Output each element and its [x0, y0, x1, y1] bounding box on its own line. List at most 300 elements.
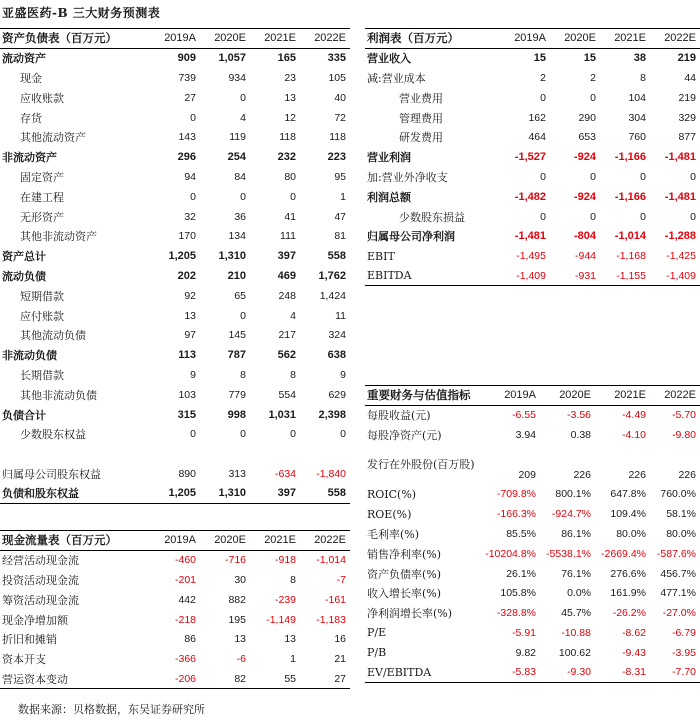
cell-value: -944: [574, 250, 596, 263]
table-row: [365, 187, 700, 207]
cell-value: 653: [578, 131, 596, 144]
cell-value: -10.88: [561, 626, 591, 639]
cell-value: 82: [234, 672, 246, 685]
cell-value: 9: [190, 368, 196, 381]
row-label: 利润总额: [367, 190, 411, 204]
cell-value: 23: [284, 71, 296, 84]
cell-value: -9.80: [672, 428, 696, 441]
table-row: [0, 266, 350, 286]
cell-value: 464: [528, 131, 546, 144]
column-header: 2022E: [664, 389, 696, 402]
column-header: 2021E: [264, 32, 296, 45]
row-label: 其他流动负债: [20, 329, 86, 343]
cell-value: 9: [340, 368, 346, 381]
row-label: 少数股东权益: [20, 428, 86, 442]
cell-value: 290: [578, 111, 596, 124]
cell-value: 30: [234, 573, 246, 586]
cell-value: 0: [290, 190, 296, 203]
cell-value: 65: [234, 289, 246, 302]
table-row: [0, 48, 350, 68]
cell-value: 397: [277, 250, 296, 263]
table-row: [365, 504, 700, 524]
cell-value: -7.70: [672, 666, 696, 679]
row-label: 折旧和摊销: [2, 633, 57, 647]
cell-value: 16: [334, 633, 346, 646]
cell-value: 143: [178, 131, 196, 144]
cell-value: 72: [334, 111, 346, 124]
cell-value: 113: [178, 349, 196, 362]
cell-value: 9.82: [515, 646, 536, 659]
row-label: 每股收益(元): [367, 409, 431, 423]
cell-value: -460: [174, 554, 196, 567]
cell-value: 134: [228, 230, 246, 243]
cell-value: 329: [678, 111, 696, 124]
table-row: [365, 445, 700, 485]
cell-value: 27: [184, 91, 196, 104]
row-label: [0, 444, 150, 464]
cell-value: -924: [573, 151, 596, 164]
cell-value: -8.62: [622, 626, 646, 639]
table-row: [0, 629, 350, 649]
cell-value: [150, 444, 200, 464]
row-label: 筹资活动现金流: [2, 593, 79, 607]
row-label: 存货: [20, 111, 42, 125]
row-label: 应收账款: [20, 91, 64, 105]
cell-value: 0: [240, 91, 246, 104]
row-label: 长期借款: [20, 368, 64, 382]
cell-value: 315: [177, 408, 196, 421]
cell-value: 109.4%: [610, 508, 646, 521]
cell-value: 41: [284, 210, 296, 223]
cell-value: 118: [279, 131, 296, 144]
cell-value: 934: [228, 71, 246, 84]
cell-value: 0: [190, 428, 196, 441]
cell-value: 397: [277, 487, 296, 500]
table-row: [365, 147, 700, 167]
cell-value: -5.70: [672, 409, 696, 422]
row-label: 负债和股东权益: [2, 487, 79, 501]
cell-value: -1,481: [514, 230, 546, 243]
cell-value: -1,288: [664, 230, 696, 243]
cell-value: -1,155: [616, 269, 646, 282]
row-label: 无形资产: [20, 210, 64, 224]
cell-value: -1,409: [666, 269, 696, 282]
cell-value: 0: [690, 210, 696, 223]
cell-value: 4: [240, 111, 246, 124]
column-header: 2020E: [559, 389, 591, 402]
table-row: [0, 246, 350, 266]
cell-value: 882: [228, 593, 246, 606]
column-header: 2019A: [514, 32, 546, 45]
cell-value: -1,425: [666, 250, 696, 263]
table-row: [365, 603, 700, 623]
cell-value: 3.94: [515, 428, 536, 441]
source-note: 数据来源：贝格数据，东吴证券研究所: [18, 703, 205, 716]
cell-value: 15: [583, 52, 596, 65]
column-header: 2019A: [504, 389, 536, 402]
cell-value: 296: [177, 151, 196, 164]
cell-value: 1,205: [168, 250, 196, 263]
row-label: 其他非流动资产: [20, 230, 97, 244]
cell-value: -7: [336, 573, 346, 586]
cell-value: 313: [228, 467, 246, 480]
cell-value: -716: [224, 554, 246, 567]
cell-value: -1,149: [266, 613, 296, 626]
cell-value: 32: [184, 210, 196, 223]
cell-value: 202: [177, 269, 196, 282]
cell-value: -587.6%: [656, 547, 696, 560]
row-label: 在建工程: [20, 190, 64, 204]
cell-value: 335: [327, 52, 346, 65]
cell-value: -26.2%: [612, 607, 646, 620]
table-row: [0, 167, 350, 187]
cell-value: 161.9%: [610, 587, 646, 600]
column-header: 2021E: [264, 534, 296, 547]
row-label: EBITDA: [367, 269, 412, 283]
column-header: 2022E: [314, 32, 346, 45]
cell-value: 95: [334, 170, 346, 183]
table-row: [365, 266, 700, 286]
table-row: [365, 127, 700, 147]
cell-value: 0.38: [570, 428, 591, 441]
cell-value: 0: [640, 210, 646, 223]
row-label: 管理费用: [399, 111, 443, 125]
row-label: 资产总计: [2, 250, 46, 264]
row-label: 非流动负债: [2, 349, 57, 363]
cell-value: 58.1%: [666, 508, 696, 521]
cell-value: 55: [284, 672, 296, 685]
row-label: 归属母公司股东权益: [2, 467, 101, 481]
cell-value: 0: [240, 428, 246, 441]
cell-value: 1: [290, 653, 296, 666]
cell-value: 1,031: [268, 408, 296, 421]
cash-flow-table: [0, 530, 350, 689]
table-header-row: [0, 531, 350, 551]
cell-value: 210: [227, 269, 246, 282]
cell-value: 2,398: [318, 408, 346, 421]
table-row: [0, 610, 350, 630]
cell-value: 8: [640, 71, 646, 84]
cell-value: -6: [236, 653, 246, 666]
row-label: 减:营业成本: [367, 71, 426, 85]
cell-value: 8: [290, 573, 296, 586]
table-row: [0, 444, 350, 464]
cell-value: -161: [324, 593, 346, 606]
row-label: 营业收入: [367, 52, 411, 66]
cell-value: 0: [540, 210, 546, 223]
cell-value: -1,481: [664, 151, 696, 164]
cell-value: -3.95: [672, 646, 696, 659]
row-label: 其他非流动负债: [20, 388, 97, 402]
table-row: [0, 405, 350, 425]
table-row: [0, 88, 350, 108]
cell-value: 38: [633, 52, 646, 65]
cell-value: 145: [228, 329, 246, 342]
cell-value: 0: [640, 170, 646, 183]
cell-value: 36: [234, 210, 246, 223]
table-row: [365, 405, 700, 425]
row-label: 固定资产: [20, 170, 64, 184]
table-row: [365, 663, 700, 683]
row-label: 营业利润: [367, 151, 411, 165]
table-row: [0, 570, 350, 590]
cell-value: 80.0%: [616, 527, 646, 540]
cell-value: 219: [678, 91, 696, 104]
table-title: 资产负债表（百万元）: [2, 31, 117, 46]
cell-value: -5.83: [512, 666, 536, 679]
cell-value: 779: [228, 388, 246, 401]
cell-value: 554: [278, 388, 296, 401]
cell-value: -8.31: [622, 666, 646, 679]
column-header: 2021E: [614, 389, 646, 402]
table-row: [365, 48, 700, 68]
row-label: 毛利率(%): [367, 527, 420, 541]
cell-value: 0: [190, 190, 196, 203]
cell-value: -1,409: [516, 269, 546, 282]
cell-value: 80.0%: [666, 527, 696, 540]
cell-value: 232: [277, 151, 296, 164]
cell-value: 195: [228, 613, 246, 626]
cell-value: -6.79: [672, 626, 696, 639]
cell-value: 998: [227, 408, 246, 421]
cell-value: -804: [573, 230, 596, 243]
cell-value: 760: [628, 131, 646, 144]
row-label: 销售净利率(%): [367, 547, 442, 561]
cell-value: -1,014: [614, 230, 646, 243]
cell-value: 254: [227, 151, 246, 164]
key-ratios-table: [365, 385, 700, 683]
cell-value: -6.55: [512, 409, 536, 422]
cell-value: 1,205: [168, 487, 196, 500]
row-label: 研发费用: [399, 131, 443, 145]
cell-value: 13: [284, 91, 296, 104]
cell-value: -27.0%: [662, 607, 696, 620]
table-row: [365, 88, 700, 108]
row-label: 投资活动现金流: [2, 573, 79, 587]
row-label: 加:营业外净收支: [367, 170, 448, 184]
row-label: P/E: [367, 626, 387, 640]
cell-value: 44: [684, 71, 696, 84]
cell-value: 442: [178, 593, 196, 606]
cell-value: 1,762: [318, 269, 346, 282]
cell-value: [200, 444, 250, 464]
column-header: 2021E: [614, 32, 646, 45]
cell-value: -918: [274, 554, 296, 567]
table-row: [0, 484, 350, 504]
cell-value: 909: [177, 52, 196, 65]
table-row: [365, 68, 700, 88]
table-row: [0, 127, 350, 147]
cell-value: 0: [240, 190, 246, 203]
cell-value: -1,495: [516, 250, 546, 263]
cell-value: -2669.4%: [601, 547, 646, 560]
table-row: [365, 207, 700, 227]
cell-value: -218: [174, 613, 196, 626]
cell-value: [250, 444, 300, 464]
cell-value: 94: [184, 170, 196, 183]
cell-value: -1,166: [614, 190, 646, 203]
cell-value: -1,481: [664, 190, 696, 203]
table-row: [365, 643, 700, 663]
cell-value: 760.0%: [660, 488, 696, 501]
cell-value: 100.62: [558, 646, 591, 659]
cell-value: 162: [528, 111, 546, 124]
row-label: 归属母公司净利润: [367, 230, 455, 244]
cell-value: 456.7%: [660, 567, 696, 580]
cell-value: 0: [590, 170, 596, 183]
cell-value: 80: [284, 170, 296, 183]
cell-value: -1,527: [514, 151, 546, 164]
column-header: 2020E: [214, 534, 246, 547]
cell-value: 105: [328, 71, 346, 84]
cell-value: -709.8%: [496, 488, 536, 501]
row-label: P/B: [367, 646, 387, 660]
table-row: [0, 207, 350, 227]
table-row: [0, 365, 350, 385]
row-label: 每股净资产(元): [367, 428, 442, 442]
cell-value: -9.43: [622, 646, 646, 659]
row-label: ROIC(%): [367, 487, 417, 501]
cell-value: -166.3%: [496, 508, 536, 521]
table-row: [365, 167, 700, 187]
table-header-row: [365, 29, 700, 49]
cell-value: 13: [234, 633, 246, 646]
cell-value: 86.1%: [561, 527, 591, 540]
cell-value: 8: [290, 368, 296, 381]
column-header: 2022E: [314, 534, 346, 547]
cell-value: 304: [628, 111, 646, 124]
row-label: EBIT: [367, 249, 395, 263]
row-label: 资产负债率(%): [367, 567, 442, 581]
cell-value: -924: [573, 190, 596, 203]
cell-value: 8: [240, 368, 246, 381]
cell-value: 226: [628, 469, 646, 482]
cell-value: 877: [678, 131, 696, 144]
row-label: ROE(%): [367, 507, 412, 521]
cell-value: 11: [335, 309, 346, 322]
table-row: [0, 424, 350, 444]
cell-value: 477.1%: [660, 587, 696, 600]
cell-value: -5.91: [512, 626, 536, 639]
table-row: [365, 524, 700, 544]
cell-value: 105.8%: [500, 587, 536, 600]
column-header: 2020E: [214, 32, 246, 45]
cell-value: -201: [174, 573, 196, 586]
row-label: 现金净增加额: [2, 613, 68, 627]
cell-value: 97: [184, 329, 196, 342]
cell-value: 45.7%: [561, 607, 591, 620]
cell-value: 2: [540, 71, 546, 84]
row-label: 负债合计: [2, 408, 46, 422]
cell-value: 85.5%: [506, 527, 536, 540]
row-label: 营运资本变动: [2, 672, 68, 686]
row-label: 经营活动现金流: [2, 554, 79, 568]
cell-value: 209: [518, 469, 536, 482]
row-label: 流动负债: [2, 269, 46, 283]
cell-value: 1,310: [218, 487, 246, 500]
cell-value: 0: [540, 170, 546, 183]
table-row: [0, 187, 350, 207]
row-label: 其他流动资产: [20, 131, 86, 145]
cell-value: -366: [174, 653, 196, 666]
cell-value: 21: [334, 653, 346, 666]
table-header-row: [365, 386, 700, 406]
cell-value: 76.1%: [561, 567, 591, 580]
table-row: [365, 246, 700, 266]
table-row: [0, 464, 350, 484]
row-label: 营业费用: [399, 91, 443, 105]
cell-value: 27: [334, 672, 346, 685]
row-label: 资本开支: [2, 653, 46, 667]
cell-value: 248: [278, 289, 296, 302]
cell-value: -328.8%: [496, 607, 536, 620]
cell-value: 1,057: [218, 52, 246, 65]
cell-value: 0: [540, 91, 546, 104]
cell-value: 558: [327, 250, 346, 263]
table-row: [0, 385, 350, 405]
table-row: [0, 649, 350, 669]
cell-value: 629: [328, 388, 346, 401]
cell-value: -1,168: [616, 250, 646, 263]
row-label: 净利润增长率(%): [367, 607, 453, 621]
cell-value: 0: [590, 91, 596, 104]
cell-value: -4.49: [622, 409, 646, 422]
cell-value: 219: [677, 52, 696, 65]
cell-value: 469: [277, 269, 296, 282]
table-row: [0, 669, 350, 689]
table-title: 重要财务与估值指标: [367, 388, 471, 403]
cell-value: 170: [178, 230, 196, 243]
cell-value: 26.1%: [506, 567, 536, 580]
cell-value: 1,424: [319, 289, 346, 302]
table-row: [0, 147, 350, 167]
cell-value: 739: [178, 71, 196, 84]
cell-value: 562: [277, 349, 296, 362]
cell-value: 0: [690, 170, 696, 183]
table-row: [0, 226, 350, 246]
cell-value: -9.30: [567, 666, 591, 679]
cell-value: 104: [628, 91, 646, 104]
cell-value: 81: [334, 230, 346, 243]
table-header-row: [0, 29, 350, 49]
column-header: 2020E: [564, 32, 596, 45]
cell-value: 800.1%: [555, 488, 591, 501]
page-title: 亚盛医药-B 三大财务预测表: [2, 6, 161, 20]
row-label: 收入增长率(%): [367, 587, 442, 601]
cell-value: 4: [290, 309, 296, 322]
cell-value: 40: [334, 91, 346, 104]
cell-value: 226: [573, 469, 591, 482]
cell-value: -3.56: [567, 409, 591, 422]
table-row: [0, 68, 350, 88]
table-row: [365, 484, 700, 504]
row-label: 非流动资产: [2, 151, 57, 165]
cell-value: 226: [678, 469, 696, 482]
cell-value: 647.8%: [610, 488, 646, 501]
cell-value: 0: [290, 428, 296, 441]
cell-value: -1,183: [316, 613, 346, 626]
table-row: [0, 306, 350, 326]
table-row: [365, 108, 700, 128]
cell-value: 15: [533, 52, 546, 65]
cell-value: -239: [274, 593, 296, 606]
cell-value: 1: [340, 190, 346, 203]
table-row: [365, 623, 700, 643]
cell-value: 103: [178, 388, 196, 401]
cell-value: 2: [590, 71, 596, 84]
cell-value: 890: [178, 467, 196, 480]
table-row: [365, 425, 700, 445]
